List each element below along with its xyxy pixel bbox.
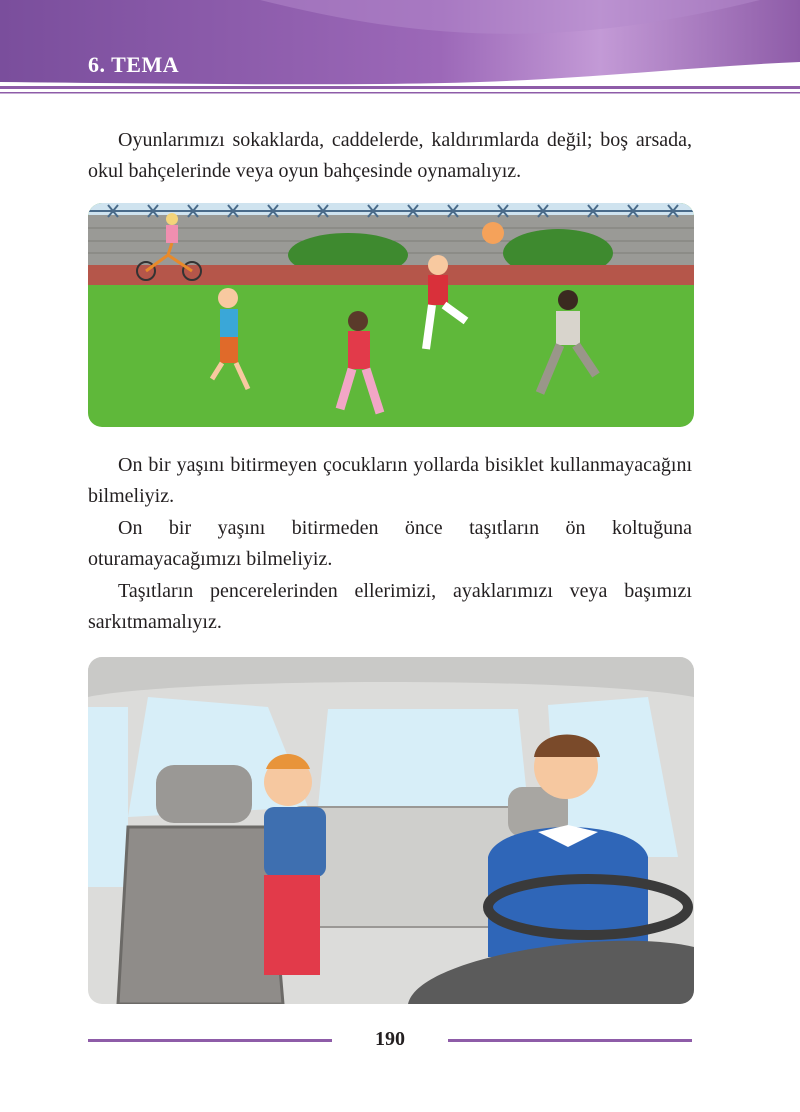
car-interior-illustration xyxy=(88,657,694,1004)
paragraph-2: On bir yaşını bitirmeyen çocukların yollarda bisiklet kullanmayacağını bilmeliyiz. xyxy=(88,454,692,507)
page-header xyxy=(0,0,800,100)
footer-rule-right xyxy=(448,1039,692,1042)
theme-label: 6. TEMA xyxy=(88,52,180,77)
playground-illustration xyxy=(88,203,694,427)
paragraph-1: Oyunlarımızı sokaklarda, caddelerde, kaldırımlarda değil; boş arsada, okul bahçelerinde veya oyun bahçesinde oynamalıyız. xyxy=(88,129,692,182)
page-number: 190 xyxy=(375,1028,405,1050)
paragraph-3: On bir yaşını bitirmeden önce taşıtların ön koltuğuna oturamayacağımızı bilmeliyiz. xyxy=(88,517,692,570)
footer-rule-left xyxy=(88,1039,332,1042)
paragraph-4: Taşıtların pencerelerinden ellerimizi, ayaklarımızı veya başımızı sarkıtmamalıyız. xyxy=(88,580,692,633)
header-banner xyxy=(0,0,800,100)
